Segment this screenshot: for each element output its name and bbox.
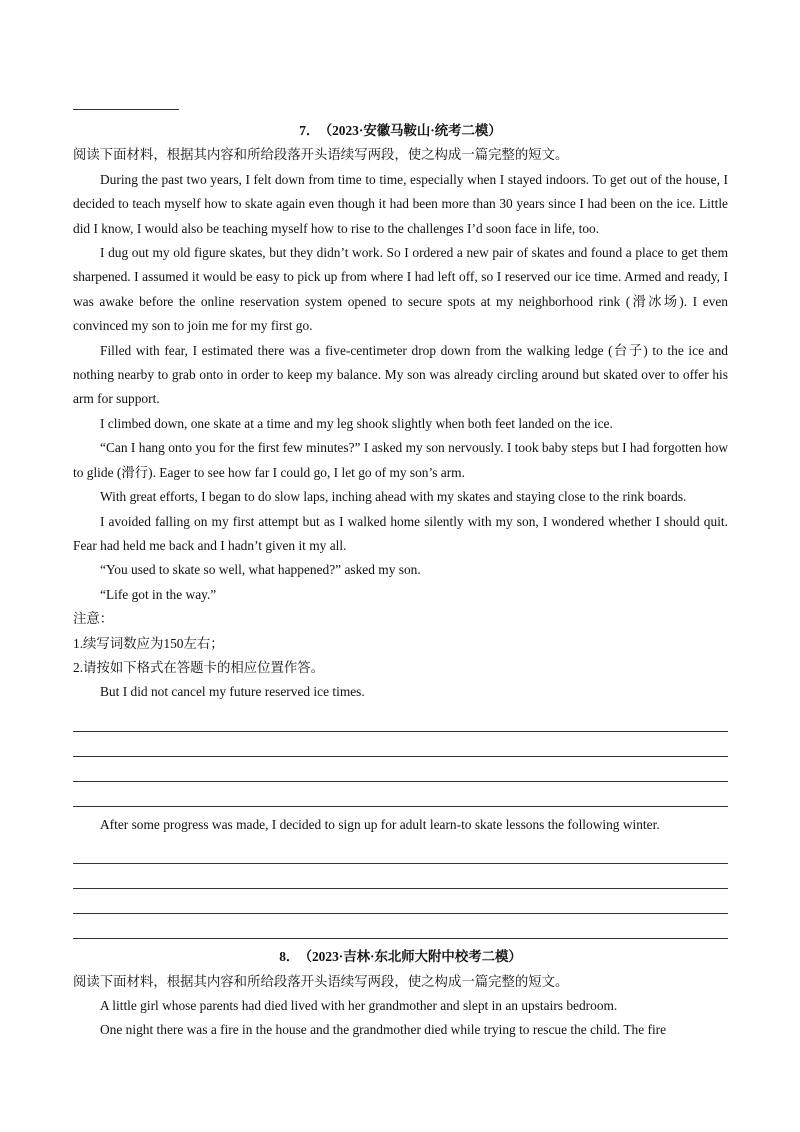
question-7-instruction: 阅读下面材料，根据其内容和所给段落开头语续写两段，使之构成一篇完整的短文。 [73,147,569,163]
q7-paragraph-4: I climbed down, one skate at a time and my leg shook slightly when both feet landed on the ice. [100,415,613,431]
page-content [73,119,728,1043]
answer-line[interactable] [73,889,728,914]
answer-lines-2 [73,839,728,939]
answer-lines-1 [73,707,728,807]
continuation-prompt-2: After some progress was made, I decided to sign up for adult learn-to skate lessons the following winter. [100,816,660,832]
note-1: 1.续写词数应为150左右； [73,635,224,651]
answer-line[interactable] [73,864,728,889]
notes-title: 注意： [73,611,114,627]
question-7-source: （2023·安徽马鞍山·统考二模） [325,123,502,138]
q7-paragraph-7: I avoided falling on my first attempt but as I walked home silently with my son, I wondered whether I should quit. Fear had held me back and I hadn’t given it my all. [73,513,728,553]
q7-paragraph-9: “Life got in the way.” [100,586,217,602]
question-7-number: 7． [299,123,320,138]
answer-line[interactable] [73,707,728,732]
answer-line[interactable] [73,782,728,807]
question-8-source: （2023·吉林·东北师大附中校考二模） [305,949,522,965]
answer-line[interactable] [73,732,728,757]
q8-paragraph-1: A little girl whose parents had died lived with her grandmother and slept in an upstairs bedroom. [100,997,618,1013]
note-2: 2.请按如下格式在答题卡的相应位置作答。 [73,659,325,675]
header-rule [73,109,179,110]
answer-line[interactable] [73,757,728,782]
continuation-prompt-1: But I did not cancel my future reserved ice times. [100,684,365,700]
question-7-title [73,119,728,143]
question-8-title [73,945,728,969]
q7-paragraph-6: With great efforts, I began to do slow laps, inching ahead with my skates and staying close to the rink boards. [100,489,687,505]
answer-line[interactable] [73,839,728,864]
answer-line[interactable] [73,914,728,939]
q8-paragraph-2: One night there was a fire in the house and the grandmother died while trying to rescue the child. The fire [100,1022,667,1038]
q7-paragraph-1: During the past two years, I felt down from time to time, especially when I stayed indoors. To get out of the house, I decided to teach myself how to skate again even though it had been more than 30 years since I had been on the ice. Little did I know, I would also be teaching myself how to rise to the challenges I’d soon face in life, too. [73,171,728,236]
q7-paragraph-3: Filled with fear, I estimated there was a five-centimeter drop down from the walking ledge (台子) to the ice and nothing nearby to grab onto in order to keep my balance. My son was already circling around but skated over to offer his arm for support. [73,342,728,407]
q7-paragraph-5: “Can I hang onto you for the first few minutes?” I asked my son nervously. I took baby steps but I had forgotten how to glide (滑行). Eager to see how far I could go, I let go of my son’s arm. [73,440,728,480]
question-8-number: 8． [279,949,300,965]
q7-paragraph-8: “You used to skate so well, what happened?” asked my son. [100,562,421,578]
q7-paragraph-2: I dug out my old figure skates, but they didn’t work. So I ordered a new pair of skates and found a place to get them sharpened. I assumed it would be easy to pick up from where I had left off, so I reserved our ice time. Armed and ready, I was awake before the online reservation system opened to secure spots at my neighborhood rink (滑冰场). I even convinced my son to join me for my first go. [73,245,728,334]
question-8-instruction: 阅读下面材料，根据其内容和所给段落开头语续写两段，使之构成一篇完整的短文。 [73,973,569,989]
